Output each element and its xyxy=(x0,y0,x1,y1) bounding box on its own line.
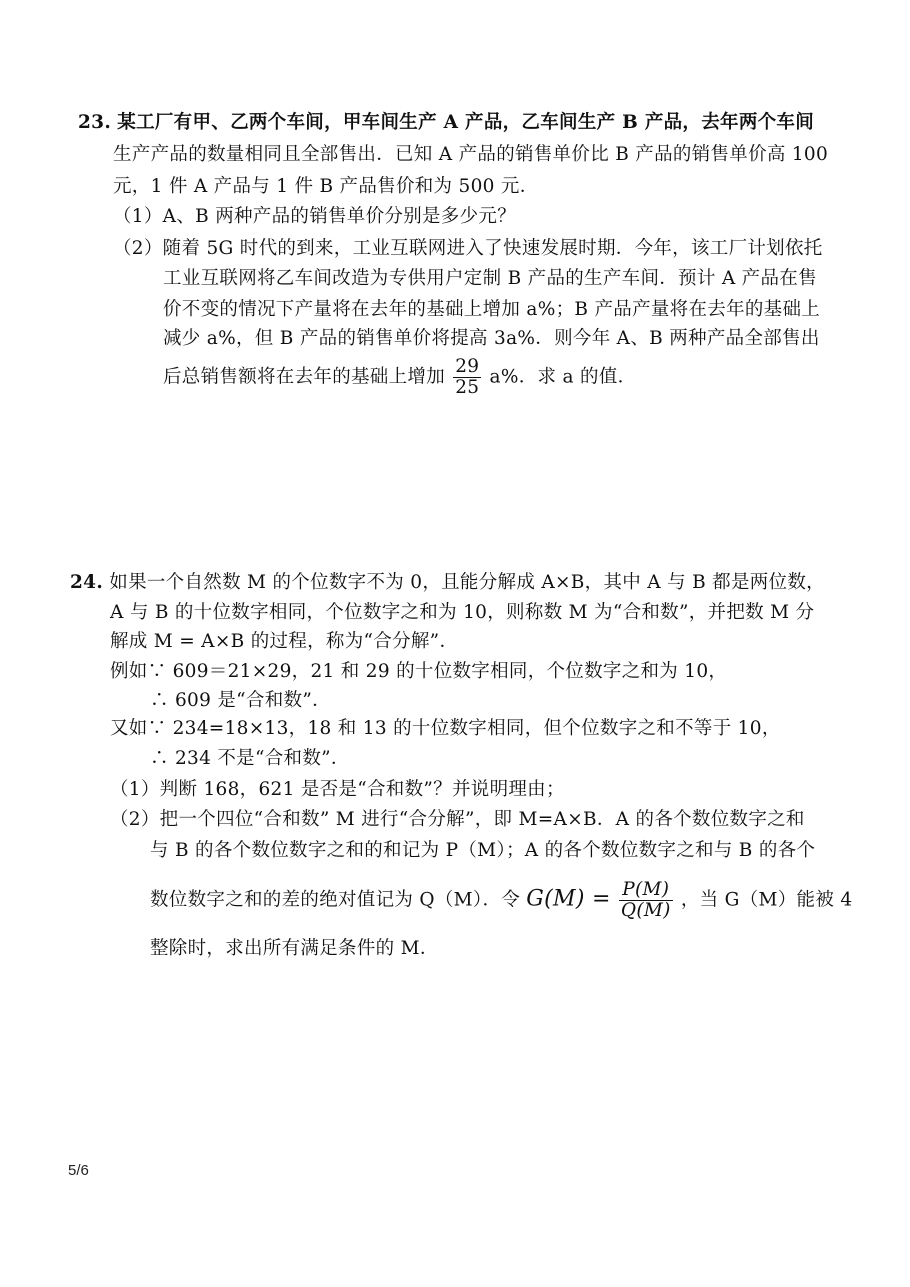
q23-fraction-numerator: 29 xyxy=(455,356,480,377)
q23-number: 23. xyxy=(78,112,112,133)
q23-stem-1: 某工厂有甲、乙两个车间，甲车间生产 A 产品，乙车间生产 B 产品，去年两个车间 xyxy=(117,112,815,133)
q24-part-2-line-1: （2）把一个四位“合和数” M 进行“合分解”，即 M=A×B．A 的各个数位数字之和 xyxy=(110,809,805,830)
q24-stem-3: 解成 M = A×B 的过程，称为“合分解”． xyxy=(110,631,459,652)
q23-part-2-line-4: 减少 a%，但 B 产品的销售单价将提高 3a%．则今年 A、B 两种产品全部售出 xyxy=(163,328,820,349)
q23-part-2-line-1: （2）随着 5G 时代的到来，工业互联网进入了快速发展时期．今年，该工厂计划依托 xyxy=(113,238,823,259)
q24-example-2: 又如∵ 234=18×13，18 和 13 的十位数字相同，但个位数字之和不等于 10， xyxy=(110,718,781,739)
page-number: 5/6 xyxy=(68,1162,89,1179)
q24-g-denominator: Q(M) xyxy=(620,900,671,921)
q24-stem-1: 如果一个自然数 M 的个位数字不为 0，且能分解成 A×B，其中 A 与 B 都是两位数， xyxy=(109,572,825,593)
q24-g-lhs: G(M) = xyxy=(526,886,611,912)
q23-fraction-denominator: 25 xyxy=(455,377,480,398)
q24-line-1 xyxy=(70,570,825,596)
q23-part-1: （1）A、B 两种产品的销售单价分别是多少元？ xyxy=(113,206,517,227)
q24-part-2-line-4: 整除时，求出所有满足条件的 M． xyxy=(150,938,439,959)
q24-part-1: （1）判断 168，621 是否是“合和数”？并说明理由； xyxy=(110,779,565,800)
q23-fraction xyxy=(453,357,481,398)
q24-number: 24. xyxy=(70,572,104,593)
q23-part-2-line-3: 价不变的情况下产量将在去年的基础上增加 a%；B 产品产量将在去年的基础上 xyxy=(163,299,821,320)
q24-part-2-text-a: 数位数字之和的差的绝对值记为 Q（M）．令 xyxy=(150,889,521,911)
q24-stem-2: A 与 B 的十位数字相同，个位数字之和为 10，则称数 M 为“合和数”，并把数 M 分 xyxy=(110,602,815,623)
q23-part-2-text-a: 后总销售额将在去年的基础上增加 xyxy=(163,366,446,388)
q23-stem-3: 元，1 件 A 产品与 1 件 B 产品售价和为 500 元． xyxy=(113,176,539,197)
q23-part-2-line-5 xyxy=(163,357,636,398)
q24-g-fraction xyxy=(619,880,673,921)
q23-part-2-line-2: 工业互联网将乙车间改造为专供用户定制 B 产品的生产车间．预计 A 产品在售 xyxy=(163,268,817,289)
q24-g-numerator: P(M) xyxy=(619,880,673,901)
q24-part-2-line-2: 与 B 的各个数位数字之和的和记为 P（M）；A 的各个数位数字之和与 B 的各个 xyxy=(150,840,816,861)
q23-stem-2: 生产产品的数量相同且全部售出．已知 A 产品的销售单价比 B 产品的销售单价高 100 xyxy=(113,144,829,165)
q23-line-1 xyxy=(78,110,814,136)
q24-example-1: 例如∵ 609＝21×29，21 和 29 的十位数字相同，个位数字之和为 10， xyxy=(110,661,728,682)
q24-example-1-conclusion: ∴ 609 是“合和数”． xyxy=(150,690,331,711)
q24-part-2-line-3 xyxy=(150,880,852,921)
q23-part-2-text-b: a%．求 a 的值． xyxy=(489,366,637,388)
q24-part-2-text-b: ，当 G（M）能被 4 xyxy=(680,889,853,911)
q24-example-2-conclusion: ∴ 234 不是“合和数”． xyxy=(150,748,350,769)
